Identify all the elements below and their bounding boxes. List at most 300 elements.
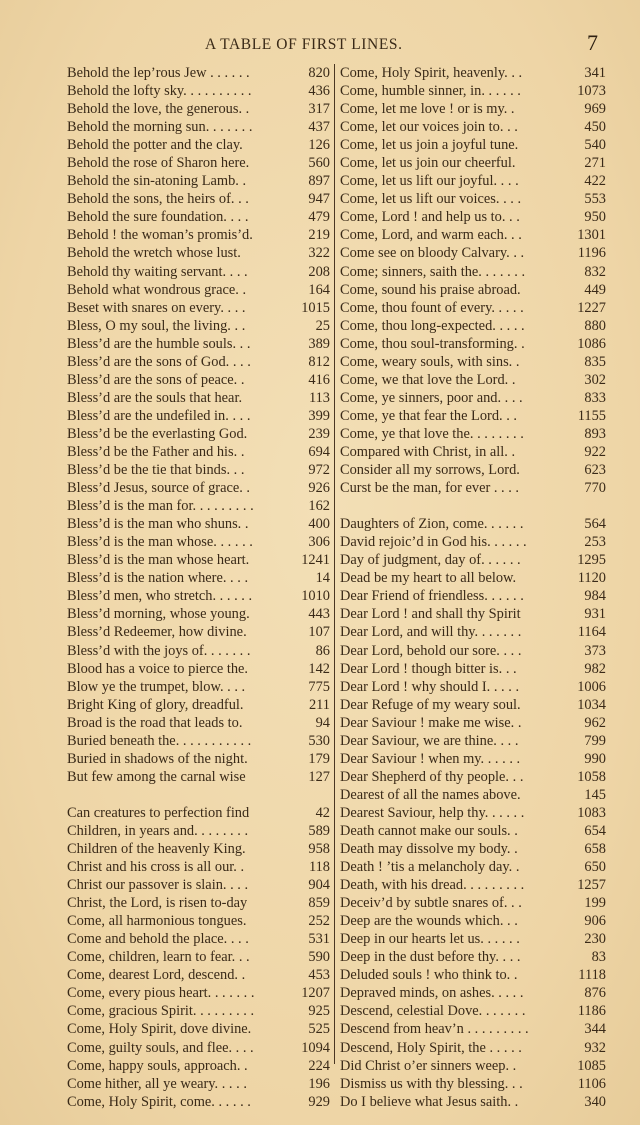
hymn-number: 553 [584,191,606,208]
hymn-number: 990 [584,750,606,767]
index-entry [67,118,330,136]
index-entry [67,208,330,226]
index-entry [67,551,330,569]
index-entry [67,750,330,768]
index-entry [340,100,606,118]
first-line-text: Compared with Christ, in all. . [340,443,516,460]
first-line-text: Blood has a voice to pierce the. [67,660,249,677]
first-line-text: Come and behold the place. . . . [67,931,249,948]
hymn-number: 127 [308,768,330,785]
index-entry [340,1075,606,1093]
index-entry [67,172,330,190]
index-entry [340,948,606,966]
hymn-number: 1120 [577,570,606,587]
hymn-number: 530 [308,732,330,749]
hymn-number: 1118 [578,967,606,984]
first-line-text: Dead be my heart to all below. [340,570,517,587]
hymn-number: 876 [584,985,606,1002]
index-entry [67,371,330,389]
first-line-text: Dear Lord, and will thy. . . . . . . [340,624,522,641]
first-line-text: Come, children, learn to fear. . . [67,949,250,966]
hymn-number: 14 [315,570,330,587]
hymn-number: 416 [308,371,330,388]
hymn-number: 650 [584,859,606,876]
first-line-text: Dear Refuge of my weary soul. [340,696,521,713]
index-entry [67,660,330,678]
first-line-text: Bless, O my soul, the living. . . [67,317,246,334]
hymn-number: 271 [584,155,606,172]
first-line-text: Bless’d are the sons of peace. . [67,371,245,388]
index-entry [67,335,330,353]
first-line-text: Children, in years and. . . . . . . . [67,822,249,839]
hymn-number: 199 [584,895,606,912]
index-entry [340,299,606,317]
first-line-text: Come, Lord ! and help us to. . . [340,209,520,226]
first-line-text: Bless’d with the joys of. . . . . . . [67,642,251,659]
hymn-number: 164 [308,281,330,298]
index-entry [67,840,330,858]
index-entry [340,750,606,768]
hymn-number: 972 [308,462,330,479]
first-line-text: Bless’d men, who stretch. . . . . . [67,588,253,605]
page-title: A TABLE OF FIRST LINES. [205,36,403,53]
index-entry [340,642,606,660]
hymn-number: 833 [584,389,606,406]
index-entry [67,154,330,172]
index-entry [67,984,330,1002]
right-column [340,64,606,1111]
hymn-number: 893 [584,425,606,442]
hymn-number: 208 [308,263,330,280]
hymn-number: 142 [308,660,330,677]
first-line-text: Come, let our voices join to. . . [340,119,518,136]
index-entry [67,822,330,840]
index-entry [67,136,330,154]
hymn-number: 239 [308,425,330,442]
first-line-text: Daughters of Zion, come. . . . . . [340,516,524,533]
hymn-number: 897 [308,173,330,190]
hymn-number: 932 [584,1039,606,1056]
first-line-text: Come, gracious Spirit. . . . . . . . . [67,1003,255,1020]
index-entry [67,461,330,479]
hymn-number: 654 [584,822,606,839]
first-line-text: Come, Holy Spirit, come. . . . . . [67,1093,251,1110]
first-line-text: Depraved minds, on ashes. . . . . [340,985,524,1002]
first-line-text: Death may dissolve my body. . [340,841,518,858]
index-entry [340,587,606,605]
index-entry [67,768,330,786]
first-line-text: Descend, Holy Spirit, the . . . . . [340,1039,522,1056]
first-line-text: Deep in the dust before thy. . . . [340,949,521,966]
index-entry [340,281,606,299]
index-entry [340,768,606,786]
hymn-number: 950 [584,209,606,226]
first-line-text: Behold what wondrous grace. . [67,281,247,298]
hymn-number: 984 [584,588,606,605]
index-entry [67,1057,330,1075]
index-entry [67,623,330,641]
column-divider [334,64,335,1064]
first-line-text: Come, Holy Spirit, dove divine. [67,1021,252,1038]
index-entry [67,642,330,660]
index-entry [67,82,330,100]
first-line-text: Come, every pious heart. . . . . . . [67,985,255,1002]
index-entry [340,515,606,533]
index-entry [340,912,606,930]
index-entry [340,82,606,100]
hymn-number: 925 [308,1003,330,1020]
first-line-text: Christ our passover is slain. . . . [67,877,249,894]
index-entry [67,894,330,912]
hymn-number: 224 [308,1057,330,1074]
index-entry [67,190,330,208]
first-line-text: Bless’d be the Father and his. . [67,443,245,460]
index-entry [340,876,606,894]
hymn-number: 931 [584,606,606,623]
hymn-number: 1015 [301,299,330,316]
hymn-number: 373 [584,642,606,659]
hymn-number: 1106 [577,1075,606,1092]
first-line-text: Beset with snares on every. . . . [67,299,246,316]
section-gap [67,786,330,804]
index-entry [340,136,606,154]
hymn-number: 443 [308,606,330,623]
first-line-text: David rejoic’d in God his. . . . . . [340,534,527,551]
first-line-text: Come, thou soul-transforming. . [340,335,525,352]
first-line-text: Come, all harmonious tongues. [67,913,247,930]
hymn-number: 775 [308,678,330,695]
index-entry [340,335,606,353]
first-line-text: Dear Lord ! though bitter is. . . [340,660,517,677]
first-line-text: Bless’d Redeemer, how divine. [67,624,247,641]
first-line-text: Bless’d is the nation where. . . . [67,570,249,587]
index-entry [67,587,330,605]
index-entry [67,912,330,930]
hymn-number: 449 [584,281,606,298]
hymn-number: 1241 [301,552,330,569]
index-entry [340,154,606,172]
first-line-text: Death cannot make our souls. . [340,822,518,839]
hymn-number: 42 [315,804,330,821]
index-entry [67,714,330,732]
index-entry [340,930,606,948]
first-line-text: Behold the sure foundation. . . . [67,209,249,226]
index-entry [67,876,330,894]
first-line-text: Bright King of glory, dreadful. [67,696,244,713]
hymn-number: 25 [315,317,330,334]
hymn-number: 252 [308,913,330,930]
index-entry [340,172,606,190]
index-entry [67,299,330,317]
hymn-number: 926 [308,480,330,497]
first-line-text: Bless’d be the everlasting God. [67,425,248,442]
hymn-number: 94 [315,714,330,731]
index-entry [340,425,606,443]
index-entry [67,353,330,371]
first-line-text: Come, Lord, and warm each. . . [340,227,522,244]
hymn-number: 1207 [301,985,330,1002]
index-entry [67,930,330,948]
first-line-text: Behold the wretch whose lust. [67,245,241,262]
index-entry [340,1093,606,1111]
first-line-text: Come, let us lift our voices. . . . [340,191,522,208]
first-line-text: Behold the rose of Sharon here. [67,155,250,172]
index-entry [340,858,606,876]
first-line-text: Come, ye that love the. . . . . . . . [340,425,524,442]
first-line-text: Dearest of all the names above. [340,786,521,803]
index-entry [340,389,606,407]
first-line-text: Deep are the wounds which. . . [340,913,518,930]
index-entry [340,461,606,479]
first-line-text: Behold the love, the generous. . [67,101,250,118]
first-line-text: Dear Saviour ! when my. . . . . . [340,750,521,767]
first-line-text: Come, let us lift our joyful. . . . [340,173,519,190]
index-entry [340,226,606,244]
first-line-text: Do I believe what Jesus saith. . [340,1093,519,1110]
first-line-text: Bless’d are the sons of God. . . . [67,353,251,370]
section-gap [340,497,606,515]
index-entry [340,966,606,984]
index-entry [340,1039,606,1057]
hymn-number: 1010 [301,588,330,605]
index-entry [340,443,606,461]
hymn-number: 1227 [577,299,606,316]
hymn-number: 1155 [577,407,606,424]
hymn-number: 1186 [577,1003,606,1020]
first-line-text: But few among the carnal wise [67,768,246,785]
hymn-number: 1295 [577,552,606,569]
index-entry [67,425,330,443]
first-line-text: Come, Holy Spirit, heavenly. . . [340,65,523,81]
first-line-text: Bless’d are the souls that hear. [67,389,243,406]
hymn-number: 400 [308,516,330,533]
hymn-number: 450 [584,119,606,136]
index-entry [67,479,330,497]
index-entry [340,1057,606,1075]
first-line-text: Come, we that love the Lord. . [340,371,516,388]
page-header [0,30,640,54]
index-entry [67,64,330,82]
index-entry [67,515,330,533]
hymn-number: 479 [308,209,330,226]
index-entry [340,353,606,371]
hymn-number: 958 [308,841,330,858]
hymn-number: 1094 [301,1039,330,1056]
first-line-text: Children of the heavenly King. [67,841,246,858]
index-entry [340,623,606,641]
hymn-number: 531 [308,931,330,948]
index-entry [340,894,606,912]
hymn-number: 525 [308,1021,330,1038]
index-entry [67,317,330,335]
first-line-text: Come, thou long-expected. . . . . [340,317,525,334]
hymn-number: 83 [591,949,606,966]
hymn-number: 540 [584,137,606,154]
first-line-text: Bless’d is the man for. . . . . . . . . [67,498,254,515]
first-line-text: Behold the morning sun. . . . . . . [67,119,253,136]
hymn-number: 196 [308,1075,330,1092]
index-entry [67,1093,330,1111]
first-line-text: Descend, celestial Dove. . . . . . . [340,1003,526,1020]
first-line-text: Christ and his cross is all our. . [67,859,245,876]
first-line-text: Curst be the man, for ever . . . . [340,480,520,497]
first-line-text: Bless’d morning, whose young. [67,606,250,623]
hymn-number: 344 [584,1021,606,1038]
index-entry [67,696,330,714]
hymn-number: 113 [308,389,330,406]
index-entry [67,804,330,822]
index-entry [340,786,606,804]
index-entry [340,533,606,551]
hymn-number: 322 [308,245,330,262]
index-entry [340,714,606,732]
hymn-number: 962 [584,714,606,731]
first-line-text: Deep in our hearts let us. . . . . . [340,931,520,948]
index-entry [340,244,606,262]
first-line-text: Come, humble sinner, in. . . . . . [340,83,521,100]
hymn-number: 929 [308,1093,330,1110]
hymn-number: 340 [584,1093,606,1110]
index-entry [67,244,330,262]
hymn-number: 906 [584,913,606,930]
index-entry [67,1075,330,1093]
first-line-text: Bless’d be the tie that binds. . . [67,462,245,479]
index-entry [67,605,330,623]
first-line-text: Come, sound his praise abroad. [340,281,521,298]
index-entry [340,804,606,822]
first-line-text: Bless’d Jesus, source of grace. . [67,480,251,497]
hymn-number: 564 [584,516,606,533]
index-entry [67,966,330,984]
index-entry [67,533,330,551]
index-entry [340,371,606,389]
first-line-text: Dear Lord, behold our sore. . . . [340,642,522,659]
index-entry [67,443,330,461]
first-line-text: Behold thy waiting servant. . . . [67,263,248,280]
index-entry [340,569,606,587]
hymn-number: 969 [584,101,606,118]
first-line-text: Dear Saviour ! make me wise. . [340,714,522,731]
index-entry [67,732,330,750]
first-line-text: Bless’d are the undefiled in. . . . [67,407,251,424]
page-number: 7 [587,30,598,55]
index-entry [340,1020,606,1038]
first-line-text: Deluded souls ! who think to. . [340,967,518,984]
first-line-text: Broad is the road that leads to. [67,714,243,731]
index-entry [67,407,330,425]
hymn-number: 820 [308,65,330,81]
index-entry [67,948,330,966]
first-line-text: Dearest Saviour, help thy. . . . . . [340,804,525,821]
index-entry [340,190,606,208]
hymn-number: 589 [308,822,330,839]
first-line-text: Come, let me love ! or is my. . [340,101,515,118]
hymn-number: 179 [308,750,330,767]
first-line-text: Blow ye the trumpet, blow. . . . [67,678,246,695]
first-line-text: Dear Friend of friendless. . . . . . [340,588,524,605]
first-line-text: Bless’d is the man whose. . . . . . [67,534,253,551]
first-line-text: Come, let us join our cheerful. [340,155,516,172]
hymn-number: 1006 [577,678,606,695]
index-entry [340,64,606,82]
index-entry [340,317,606,335]
index-entry [340,984,606,1002]
first-line-text: Bless’d is the man who shuns. . [67,516,249,533]
hymn-number: 1257 [577,877,606,894]
first-line-text: Bless’d is the man whose heart. [67,552,250,569]
index-entry [340,678,606,696]
index-entry [67,1020,330,1038]
first-line-text: Behold ! the woman’s promis’d. [67,227,253,244]
index-entry [67,1002,330,1020]
hymn-number: 1196 [577,245,606,262]
hymn-number: 1083 [577,804,606,821]
first-line-text: Come; sinners, saith the. . . . . . . [340,263,526,280]
hymn-number: 880 [584,317,606,334]
index-entry [340,1002,606,1020]
hymn-number: 1301 [577,227,606,244]
index-entry [67,389,330,407]
hymn-number: 560 [308,155,330,172]
first-line-text: Come, thou fount of every. . . . . [340,299,524,316]
hymn-number: 1034 [577,696,606,713]
first-line-text: Deceiv’d by subtle snares of. . . [340,895,522,912]
hymn-number: 422 [584,173,606,190]
first-line-text: Christ, the Lord, is risen to-day [67,895,248,912]
first-line-text: Dear Lord ! and shall thy Spirit [340,606,521,623]
hymn-number: 86 [315,642,330,659]
first-line-text: Behold the sin-atoning Lamb. . [67,173,247,190]
hymn-number: 302 [584,371,606,388]
index-entry [340,605,606,623]
hymn-number: 317 [308,101,330,118]
hymn-number: 982 [584,660,606,677]
first-line-text: Come, happy souls, approach. . [67,1057,248,1074]
hymn-number: 341 [584,65,606,81]
hymn-number: 399 [308,407,330,424]
first-line-text: Buried in shadows of the night. [67,750,248,767]
index-entry [67,497,330,515]
hymn-number: 590 [308,949,330,966]
hymn-number: 799 [584,732,606,749]
index-entry [340,732,606,750]
first-line-text: Did Christ o’er sinners weep. . [340,1057,517,1074]
index-entry [67,263,330,281]
first-line-text: Day of judgment, day of. . . . . . [340,552,521,569]
index-entry [340,118,606,136]
hymn-number: 623 [584,462,606,479]
hymn-number: 219 [308,227,330,244]
hymn-number: 694 [308,443,330,460]
first-line-text: Dear Saviour, we are thine. . . . [340,732,519,749]
first-line-text: Death ! ’tis a melancholy day. . [340,859,520,876]
first-line-text: Behold the lofty sky. . . . . . . . . . [67,83,252,100]
first-line-text: Come, ye that fear the Lord. . . [340,407,518,424]
index-entry [340,407,606,425]
first-line-text: Behold the lep’rous Jew . . . . . . [67,65,250,81]
index-entry [340,696,606,714]
hymn-number: 658 [584,841,606,858]
hymn-number: 436 [308,83,330,100]
hymn-number: 453 [308,967,330,984]
index-entry [67,226,330,244]
first-line-text: Come, guilty souls, and flee. . . . [67,1039,254,1056]
index-entry [67,100,330,118]
first-line-text: Behold the potter and the clay. [67,137,243,154]
first-line-text: Consider all my sorrows, Lord. [340,462,520,479]
hymn-number: 230 [584,931,606,948]
first-line-text: Come, ye sinners, poor and. . . . [340,389,523,406]
